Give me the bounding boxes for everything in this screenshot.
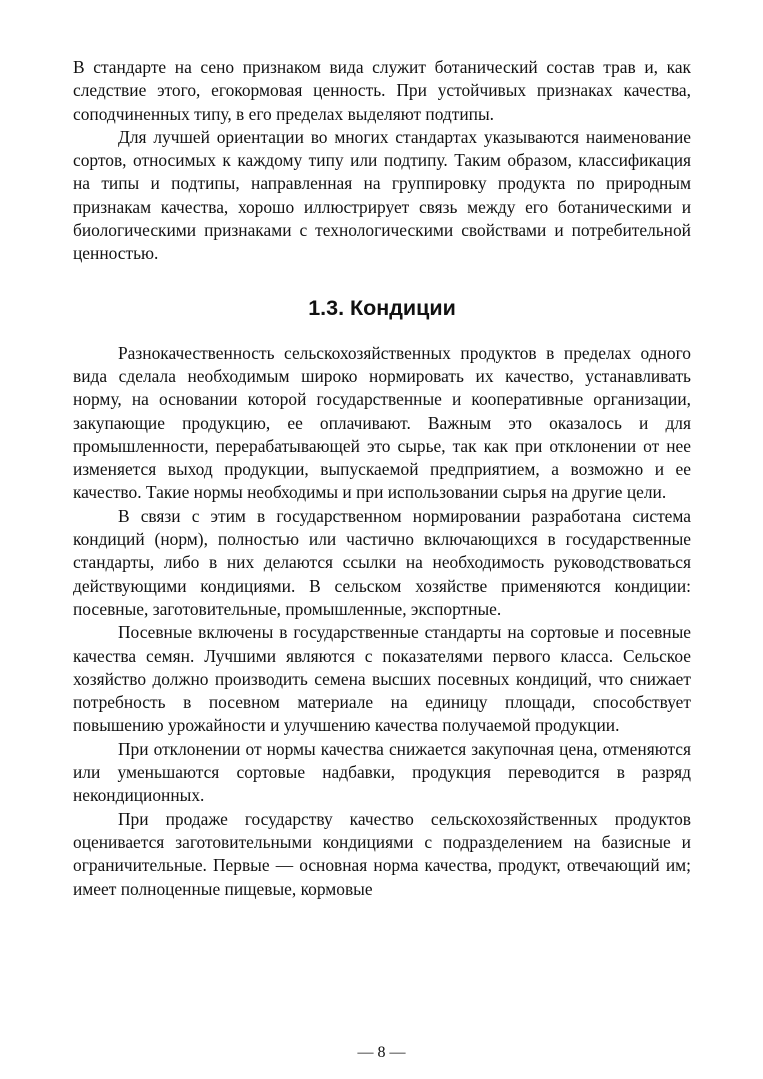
paragraph-hay-standard: В стандарте на сено признаком вида служит ботанический состав трав и, как следствие этого, егокормовая ценность. При устойчивых признаках качества, соподчиненных типу, в его пределах выделяют подтипы.	[73, 57, 691, 124]
page-number: — 8 —	[357, 1044, 406, 1061]
paragraph-quality-deviation: При отклонении от нормы качества снижается закупочная цена, отменяются или уменьшаются сортовые надбавки, продукция переводится в разряд некондиционных.	[73, 738, 691, 806]
paragraph-quality-variability: Разнокачественность сельскохозяйственных продуктов в пределах одного вида сделала необходимым широко нормировать их качество, устанавливать норму, на основании которой государственные и кооперативные организации, закупающие продукцию, ее оплачивают. Важным это оказалось и для промышленности, перерабатывающей это сырье, так как при отклонении от нее изменяется выход продукции, выпускаемой предприятием, а возможно и ее качество. Такие нормы необходимы и при использовании сырья на другие цели.	[73, 342, 691, 503]
paragraph-seed-conditions: Посевные включены в государственные стандарты на сортовые и посевные качества семян. Лучшими являются с показателями первого класса. Сельское хозяйство должно производить семена высших посевных кондиций, что снижает потребность в посевном материале на единицу площади, способствует повышению урожайности и улучшению качества получаемой продукции.	[73, 622, 691, 736]
paragraph-condition-system: В связи с этим в государственном нормировании разработана система кондиций (норм), полностью или частично включающихся в государственные стандарты, либо в них делаются ссылки на необходимость руководствоваться действующими кондициями. В сельском хозяйстве применяются кондиции: посевные, заготовительные, промышленные, экспортные.	[73, 505, 691, 619]
section-heading: 1.3. Кондиции	[308, 295, 456, 320]
page-body	[73, 56, 691, 901]
paragraph-classification: Для лучшей ориентации во многих стандартах указываются наименование сортов, относимых к каждому типу или подтипу. Таким образом, классификация на типы и подтипы, направленная на группировку продукта по природным признакам качества, хорошо иллюстрирует связь между его ботаническими и биологическими признаками с технологическими свойствами и потребительной ценностью.	[73, 126, 691, 264]
paragraph-procurement-conditions: При продаже государству качество сельскохозяйственных продуктов оценивается заготовительными кондициями с подразделением на базисные и ограничительные. Первые — основная норма качества, продукт, отвечающий им; имеет полноценные пищевые, кормовые	[73, 808, 691, 899]
